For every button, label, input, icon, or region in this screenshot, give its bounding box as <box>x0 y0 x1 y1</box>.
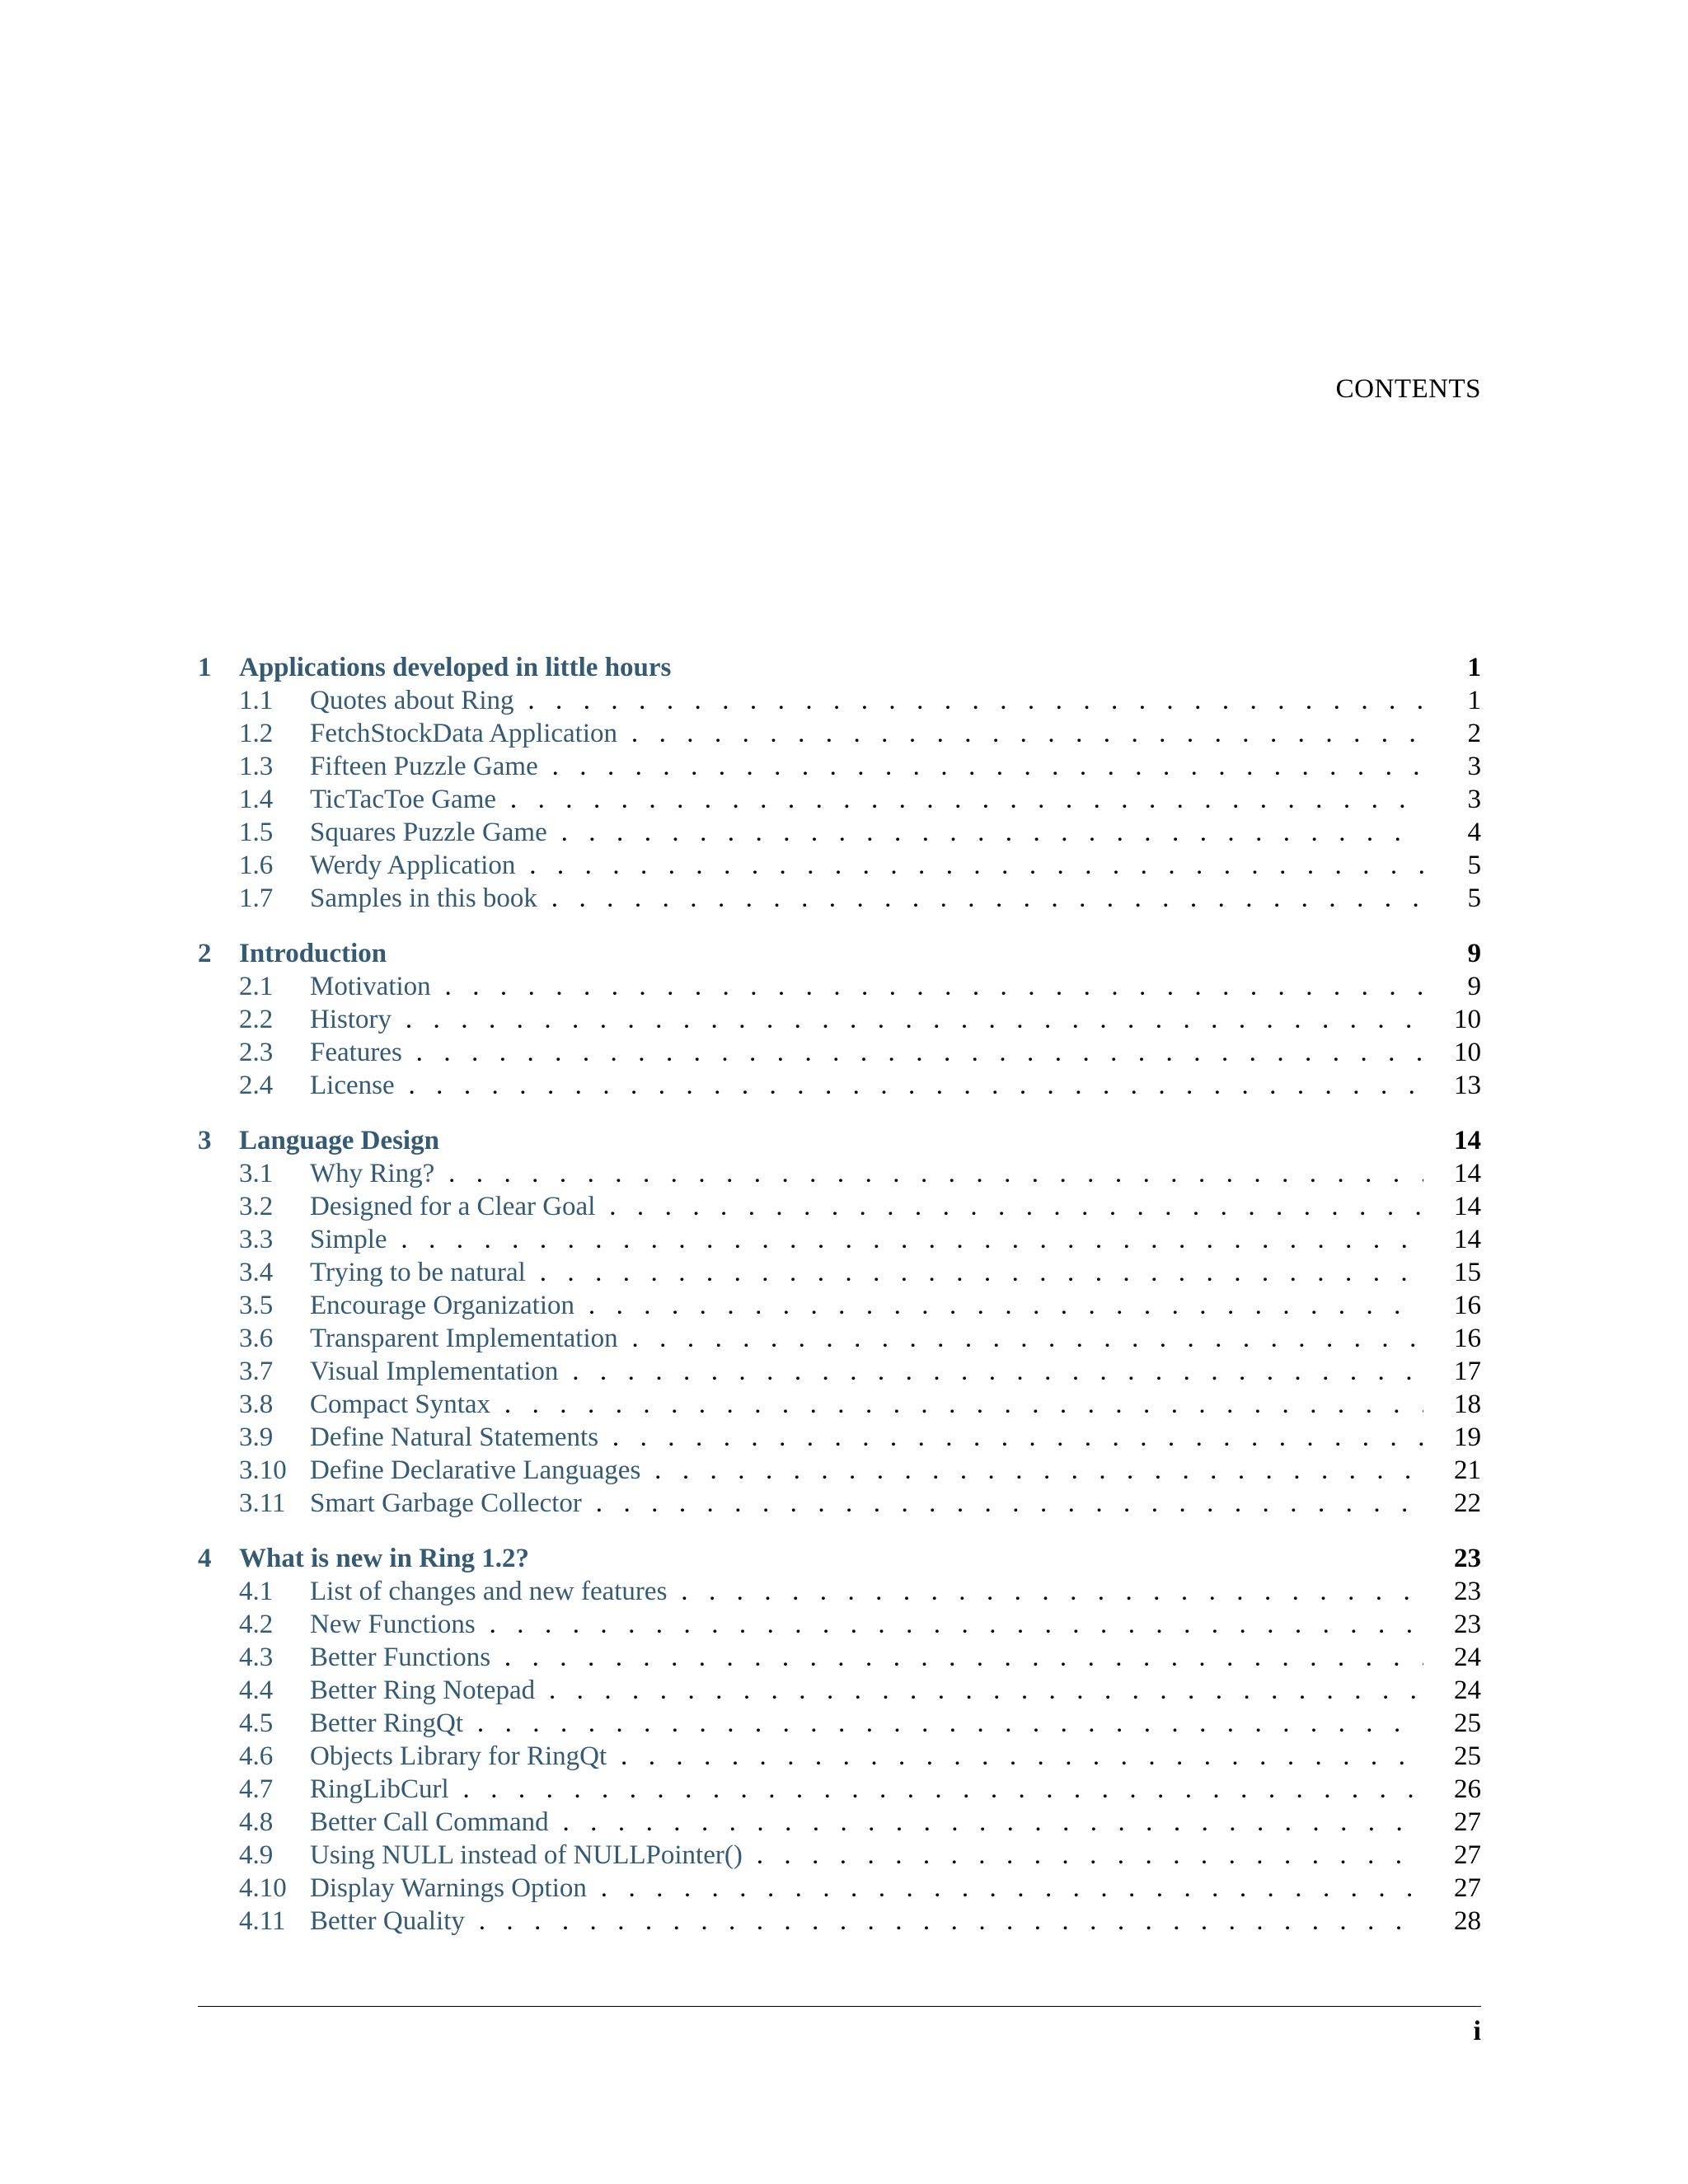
section-page-number: 5 <box>1467 883 1481 913</box>
section-number[interactable]: 3.4 <box>239 1258 274 1287</box>
toc-chapter <box>198 937 1481 1102</box>
section-page-number: 14 <box>1454 1159 1481 1188</box>
toc-chapter-entry[interactable] <box>198 651 1481 684</box>
toc-section-entry[interactable] <box>198 1641 1481 1674</box>
section-title-with-leader <box>310 1355 1423 1388</box>
toc-section-entry[interactable] <box>198 882 1481 915</box>
section-title-link[interactable]: Better Functions <box>310 1643 491 1672</box>
toc-section-entry[interactable] <box>198 1355 1481 1388</box>
section-title-with-leader <box>310 1322 1423 1355</box>
section-page-number: 23 <box>1454 1610 1481 1639</box>
section-title-with-leader <box>310 1487 1423 1520</box>
toc-chapter <box>198 1124 1481 1520</box>
chapter-number[interactable]: 1 <box>198 653 212 682</box>
section-title-link[interactable]: TicTacToe Game <box>310 785 497 814</box>
chapter-title-link[interactable]: Applications developed in little hours <box>239 653 672 682</box>
toc-section-entry[interactable] <box>198 1773 1481 1806</box>
section-title-with-leader <box>310 1839 1423 1872</box>
section-page-number: 16 <box>1454 1324 1481 1353</box>
section-number[interactable]: 4.10 <box>239 1873 287 1903</box>
section-title-with-leader <box>310 1872 1423 1905</box>
section-page-number: 9 <box>1467 972 1481 1001</box>
section-number[interactable]: 4.1 <box>239 1577 274 1606</box>
section-title-link[interactable]: Visual Implementation <box>310 1357 559 1386</box>
section-title-with-leader <box>310 1454 1423 1487</box>
section-page-number: 27 <box>1454 1807 1481 1837</box>
section-page-number: 24 <box>1454 1643 1481 1672</box>
toc-section-entry[interactable] <box>198 1388 1481 1421</box>
section-page-number: 18 <box>1454 1390 1481 1419</box>
toc-section-entry[interactable] <box>198 1289 1481 1322</box>
section-page-number: 16 <box>1454 1291 1481 1320</box>
toc-section-entry[interactable] <box>198 1487 1481 1520</box>
chapter-page-number: 9 <box>1467 939 1481 968</box>
section-title-link[interactable]: Simple <box>310 1225 387 1254</box>
section-page-number: 2 <box>1467 719 1481 748</box>
section-title-with-leader <box>310 783 1423 816</box>
chapter-page-number: 1 <box>1467 653 1481 682</box>
section-number[interactable]: 3.1 <box>239 1159 274 1188</box>
section-title-with-leader <box>310 1740 1423 1773</box>
section-number[interactable]: 4.6 <box>239 1741 274 1771</box>
section-title-link[interactable]: Define Declarative Languages <box>310 1455 641 1485</box>
section-title-link[interactable]: Better RingQt <box>310 1708 464 1738</box>
section-number[interactable]: 3.2 <box>239 1192 274 1221</box>
section-page-number: 26 <box>1454 1774 1481 1804</box>
section-title-with-leader <box>310 1641 1423 1674</box>
section-title-with-leader <box>310 1036 1423 1069</box>
section-number[interactable]: 4.4 <box>239 1675 274 1705</box>
section-title-with-leader <box>310 1223 1423 1256</box>
section-title-with-leader <box>310 1905 1423 1938</box>
section-page-number: 25 <box>1454 1708 1481 1738</box>
toc-section-entry[interactable] <box>198 750 1481 783</box>
section-number[interactable]: 4.3 <box>239 1643 274 1672</box>
section-number[interactable]: 2.4 <box>239 1071 274 1100</box>
section-title-link[interactable]: Using NULL instead of NULLPointer() <box>310 1840 743 1870</box>
section-page-number: 28 <box>1454 1906 1481 1936</box>
section-number[interactable]: 1.2 <box>239 719 274 748</box>
section-title-link[interactable]: Display Warnings Option <box>310 1873 587 1903</box>
section-title-link[interactable]: Samples in this book <box>310 883 537 913</box>
toc-chapter <box>198 651 1481 915</box>
section-page-number: 19 <box>1454 1422 1481 1452</box>
section-title-with-leader <box>310 1157 1423 1190</box>
section-number[interactable]: 3.5 <box>239 1291 274 1320</box>
section-title-link[interactable]: Werdy Application <box>310 851 516 880</box>
toc-section-entry[interactable] <box>198 1740 1481 1773</box>
toc-section-entry[interactable] <box>198 849 1481 882</box>
toc-section-entry[interactable] <box>198 970 1481 1003</box>
section-number[interactable]: 4.5 <box>239 1708 274 1738</box>
toc-section-entry[interactable] <box>198 816 1481 849</box>
section-page-number: 27 <box>1454 1840 1481 1870</box>
toc-section-entry[interactable] <box>198 1069 1481 1102</box>
section-title-link[interactable]: List of changes and new features <box>310 1577 668 1606</box>
chapter-number[interactable]: 4 <box>198 1544 212 1573</box>
section-number[interactable]: 1.7 <box>239 883 274 913</box>
chapter-page-number: 14 <box>1454 1126 1481 1155</box>
toc-section-entry[interactable] <box>198 1872 1481 1905</box>
section-title-with-leader <box>310 750 1423 783</box>
page-number: i <box>1473 2016 1481 2046</box>
toc-section-entry[interactable] <box>198 1707 1481 1740</box>
section-title-link[interactable]: Smart Garbage Collector <box>310 1488 582 1518</box>
chapter-number[interactable]: 2 <box>198 939 212 968</box>
section-number[interactable]: 3.9 <box>239 1422 274 1452</box>
section-page-number: 25 <box>1454 1741 1481 1771</box>
section-title-link[interactable]: Trying to be natural <box>310 1258 526 1287</box>
section-number[interactable]: 2.3 <box>239 1038 274 1067</box>
section-page-number: 21 <box>1454 1455 1481 1485</box>
section-title-with-leader <box>310 717 1423 750</box>
section-number[interactable]: 1.4 <box>239 785 274 814</box>
toc-section-entry[interactable] <box>198 1157 1481 1190</box>
running-header: CONTENTS <box>1335 374 1481 404</box>
section-number[interactable]: 1.1 <box>239 686 274 715</box>
section-number[interactable]: 1.3 <box>239 752 274 781</box>
section-page-number: 23 <box>1454 1577 1481 1606</box>
section-title-link[interactable]: Better Ring Notepad <box>310 1675 536 1705</box>
section-page-number: 4 <box>1467 818 1481 847</box>
section-title-with-leader <box>310 1608 1423 1641</box>
section-title-with-leader <box>310 1806 1423 1839</box>
section-number[interactable]: 3.10 <box>239 1455 287 1485</box>
section-title-link[interactable]: History <box>310 1005 392 1034</box>
section-title-with-leader <box>310 970 1423 1003</box>
toc-section-entry[interactable] <box>198 1454 1481 1487</box>
section-title-link[interactable]: Fifteen Puzzle Game <box>310 752 538 781</box>
section-number[interactable]: 3.7 <box>239 1357 274 1386</box>
section-page-number: 10 <box>1454 1005 1481 1034</box>
section-number[interactable]: 2.1 <box>239 972 274 1001</box>
section-number[interactable]: 3.3 <box>239 1225 274 1254</box>
section-page-number: 22 <box>1454 1488 1481 1518</box>
toc-chapter-entry[interactable] <box>198 1124 1481 1157</box>
toc-section-entry[interactable] <box>198 1223 1481 1256</box>
section-title-with-leader <box>310 1421 1423 1454</box>
toc-section-entry[interactable] <box>198 1839 1481 1872</box>
toc-section-entry[interactable] <box>198 783 1481 816</box>
toc-section-entry[interactable] <box>198 1036 1481 1069</box>
section-title-link[interactable]: Transparent Implementation <box>310 1324 618 1353</box>
chapter-title-link[interactable]: Introduction <box>239 939 387 968</box>
section-title-with-leader <box>310 1003 1423 1036</box>
section-title-link[interactable]: RingLibCurl <box>310 1774 449 1804</box>
section-title-link[interactable]: Better Call Command <box>310 1807 549 1837</box>
toc-section-entry[interactable] <box>198 1421 1481 1454</box>
toc-chapter-entry[interactable] <box>198 1542 1481 1575</box>
section-title-with-leader <box>310 882 1423 915</box>
section-title-link[interactable]: Squares Puzzle Game <box>310 818 547 847</box>
section-number[interactable]: 4.11 <box>239 1906 286 1936</box>
section-page-number: 10 <box>1454 1038 1481 1067</box>
section-page-number: 15 <box>1454 1258 1481 1287</box>
toc-section-entry[interactable] <box>198 1608 1481 1641</box>
section-page-number: 1 <box>1467 686 1481 715</box>
section-title-with-leader <box>310 1388 1423 1421</box>
section-title-link[interactable]: Compact Syntax <box>310 1390 491 1419</box>
footer-rule <box>198 2006 1481 2007</box>
section-number[interactable]: 4.9 <box>239 1840 274 1870</box>
section-number[interactable]: 4.2 <box>239 1610 274 1639</box>
section-title-link[interactable]: Objects Library for RingQt <box>310 1741 607 1771</box>
section-number[interactable]: 4.7 <box>239 1774 274 1804</box>
section-number[interactable]: 3.8 <box>239 1390 274 1419</box>
section-title-with-leader <box>310 849 1423 882</box>
chapter-title-link[interactable]: Language Design <box>239 1126 439 1155</box>
section-title-with-leader <box>310 1256 1423 1289</box>
section-number[interactable]: 1.6 <box>239 851 274 880</box>
section-title-with-leader <box>310 1190 1423 1223</box>
toc-section-entry[interactable] <box>198 717 1481 750</box>
toc-section-entry[interactable] <box>198 1256 1481 1289</box>
section-number[interactable]: 4.8 <box>239 1807 274 1837</box>
toc-chapter-entry[interactable] <box>198 937 1481 970</box>
section-number[interactable]: 1.5 <box>239 818 274 847</box>
toc-section-entry[interactable] <box>198 1905 1481 1938</box>
section-title-with-leader <box>310 1707 1423 1740</box>
section-title-with-leader <box>310 1575 1423 1608</box>
section-page-number: 27 <box>1454 1873 1481 1903</box>
section-title-with-leader <box>310 1069 1423 1102</box>
section-number[interactable]: 3.11 <box>239 1488 286 1518</box>
toc-section-entry[interactable] <box>198 1322 1481 1355</box>
section-page-number: 3 <box>1467 785 1481 814</box>
section-title-with-leader <box>310 1674 1423 1707</box>
section-page-number: 24 <box>1454 1675 1481 1705</box>
section-title-link[interactable]: Why Ring? <box>310 1159 435 1188</box>
toc-chapter <box>198 1542 1481 1938</box>
table-of-contents <box>198 651 1481 1960</box>
toc-section-entry[interactable] <box>198 1575 1481 1608</box>
chapter-title-link[interactable]: What is new in Ring 1.2? <box>239 1544 530 1573</box>
toc-section-entry[interactable] <box>198 1806 1481 1839</box>
section-title-with-leader <box>310 684 1423 717</box>
toc-section-entry[interactable] <box>198 1003 1481 1036</box>
section-page-number: 3 <box>1467 752 1481 781</box>
section-number[interactable]: 2.2 <box>239 1005 274 1034</box>
section-title-link[interactable]: License <box>310 1071 395 1100</box>
section-number[interactable]: 3.6 <box>239 1324 274 1353</box>
section-title-link[interactable]: Encourage Organization <box>310 1291 575 1320</box>
section-title-with-leader <box>310 816 1423 849</box>
section-page-number: 5 <box>1467 851 1481 880</box>
section-title-link[interactable]: Better Quality <box>310 1906 465 1936</box>
section-title-link[interactable]: Designed for a Clear Goal <box>310 1192 596 1221</box>
section-title-link[interactable]: New Functions <box>310 1610 476 1639</box>
toc-section-entry[interactable] <box>198 684 1481 717</box>
section-page-number: 14 <box>1454 1225 1481 1254</box>
section-title-with-leader <box>310 1773 1423 1806</box>
section-page-number: 17 <box>1454 1357 1481 1386</box>
section-page-number: 13 <box>1454 1071 1481 1100</box>
chapter-page-number: 23 <box>1454 1544 1481 1573</box>
section-page-number: 14 <box>1454 1192 1481 1221</box>
section-title-with-leader <box>310 1289 1423 1322</box>
section-title-link[interactable]: Motivation <box>310 972 431 1001</box>
section-title-link[interactable]: Features <box>310 1038 402 1067</box>
toc-section-entry[interactable] <box>198 1190 1481 1223</box>
section-title-link[interactable]: FetchStockData Application <box>310 719 618 748</box>
section-title-link[interactable]: Define Natural Statements <box>310 1422 599 1452</box>
toc-section-entry[interactable] <box>198 1674 1481 1707</box>
section-title-link[interactable]: Quotes about Ring <box>310 686 514 715</box>
chapter-number[interactable]: 3 <box>198 1126 212 1155</box>
